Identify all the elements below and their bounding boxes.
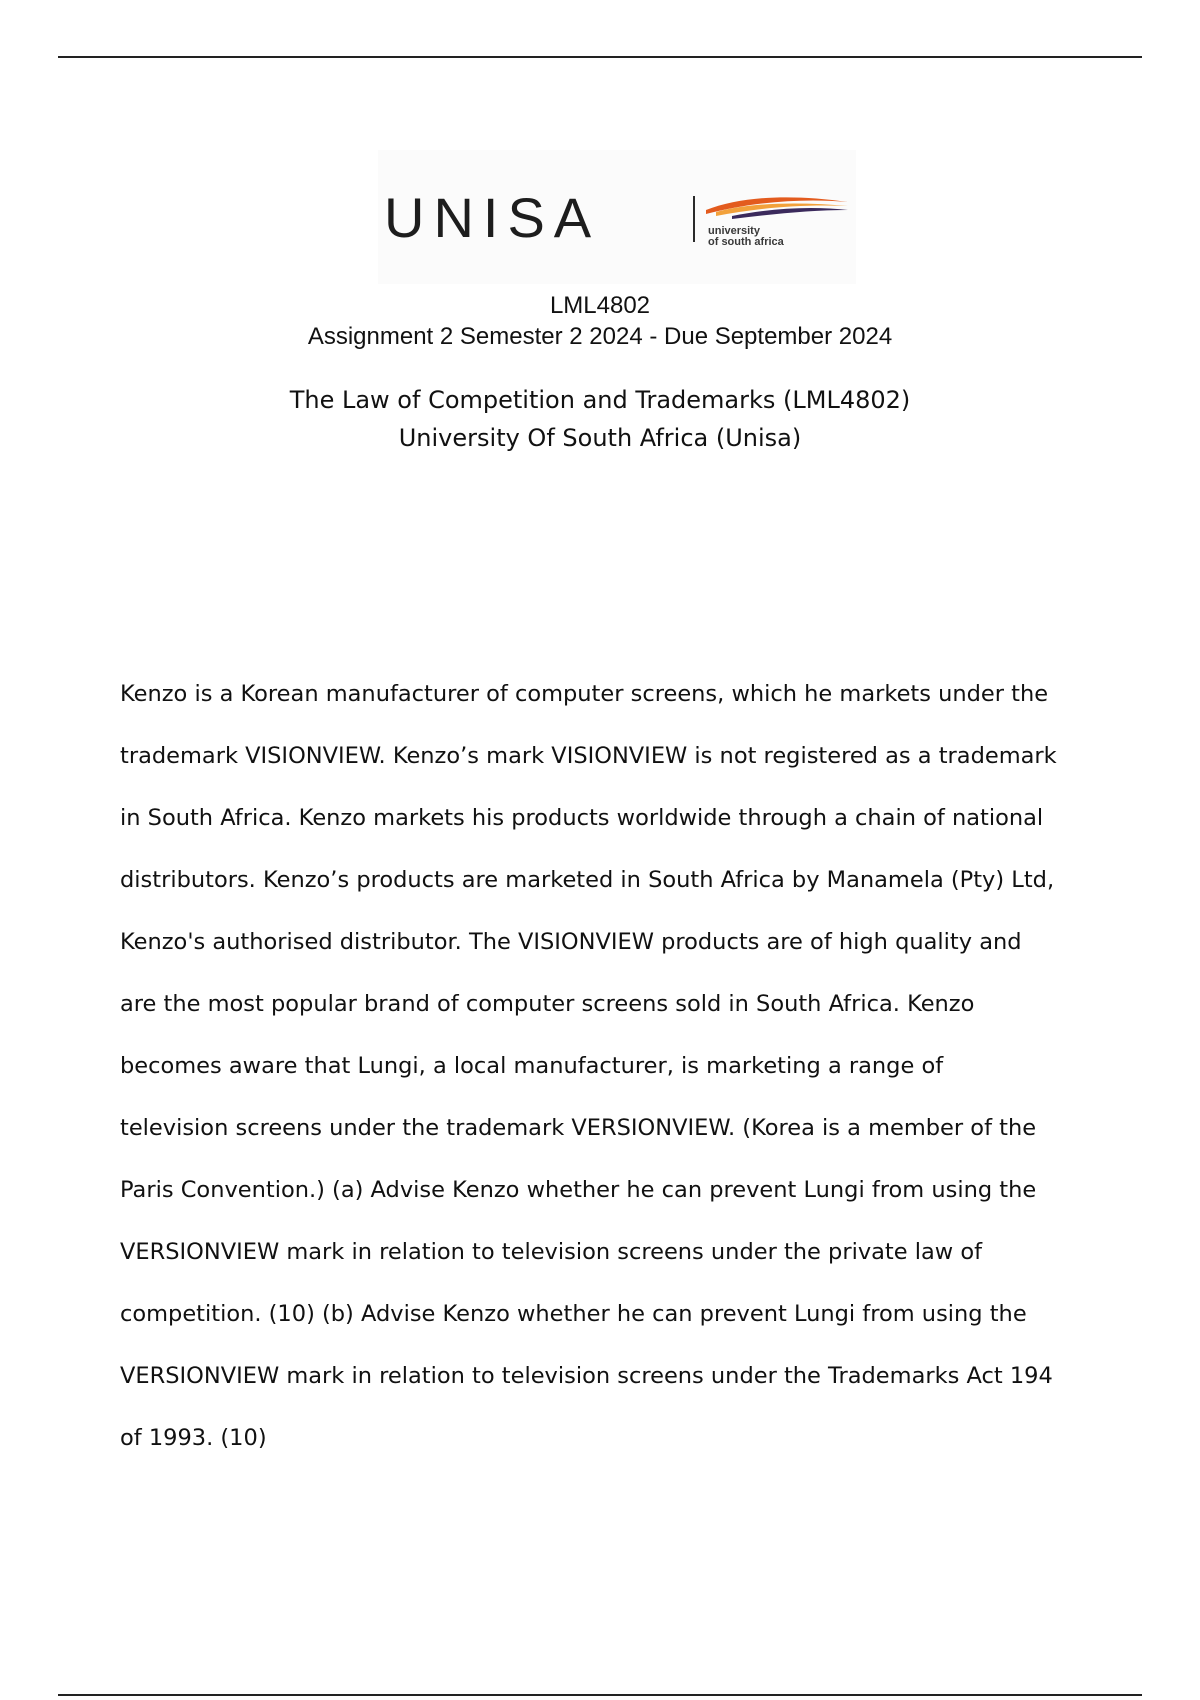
body-line: competition. (10) (b) Advise Kenzo whether he can prevent Lungi from using the: [120, 1301, 1027, 1327]
body-line: distributors. Kenzo’s products are marketed in South Africa by Manamela (Pty) Ltd,: [120, 867, 1055, 893]
logo-subtext-line2: of south africa: [708, 236, 784, 248]
unisa-logo: [378, 150, 856, 284]
body-line: of 1993. (10): [120, 1425, 267, 1451]
body-line: Kenzo's authorised distributor. The VISIONVIEW products are of high quality and: [120, 929, 1022, 955]
body-line: VERSIONVIEW mark in relation to television screens under the Trademarks Act 194: [120, 1363, 1053, 1389]
logo-swoosh-icon: [702, 192, 852, 222]
university-name: University Of South Africa (Unisa): [398, 424, 802, 452]
logo-separator: [693, 196, 695, 242]
bottom-rule: [58, 1694, 1142, 1696]
body-line: trademark VISIONVIEW. Kenzo’s mark VISIONVIEW is not registered as a trademark: [120, 743, 1057, 769]
assignment-title: Assignment 2 Semester 2 2024 - Due September 2024: [307, 323, 893, 350]
logo-wordmark: UNISA: [384, 186, 601, 249]
body-line: VERSIONVIEW mark in relation to television screens under the private law of: [120, 1239, 983, 1265]
body-line: Kenzo is a Korean manufacturer of computer screens, which he markets under the: [120, 681, 1049, 707]
question-body: [120, 663, 1120, 1469]
body-line: Paris Convention.) (a) Advise Kenzo whether he can prevent Lungi from using the: [120, 1177, 1037, 1203]
body-line: are the most popular brand of computer screens sold in South Africa. Kenzo: [120, 991, 975, 1017]
top-rule: [58, 56, 1142, 58]
module-title: The Law of Competition and Trademarks (LML4802): [289, 386, 911, 414]
body-line: in South Africa. Kenzo markets his products worldwide through a chain of national: [120, 805, 1044, 831]
logo-subtext-line1: university: [708, 225, 760, 237]
body-line: becomes aware that Lungi, a local manufacturer, is marketing a range of: [120, 1053, 944, 1079]
body-line: television screens under the trademark VERSIONVIEW. (Korea is a member of the: [120, 1115, 1037, 1141]
logo-subtext: [708, 226, 784, 248]
course-code: LML4802: [549, 292, 651, 319]
